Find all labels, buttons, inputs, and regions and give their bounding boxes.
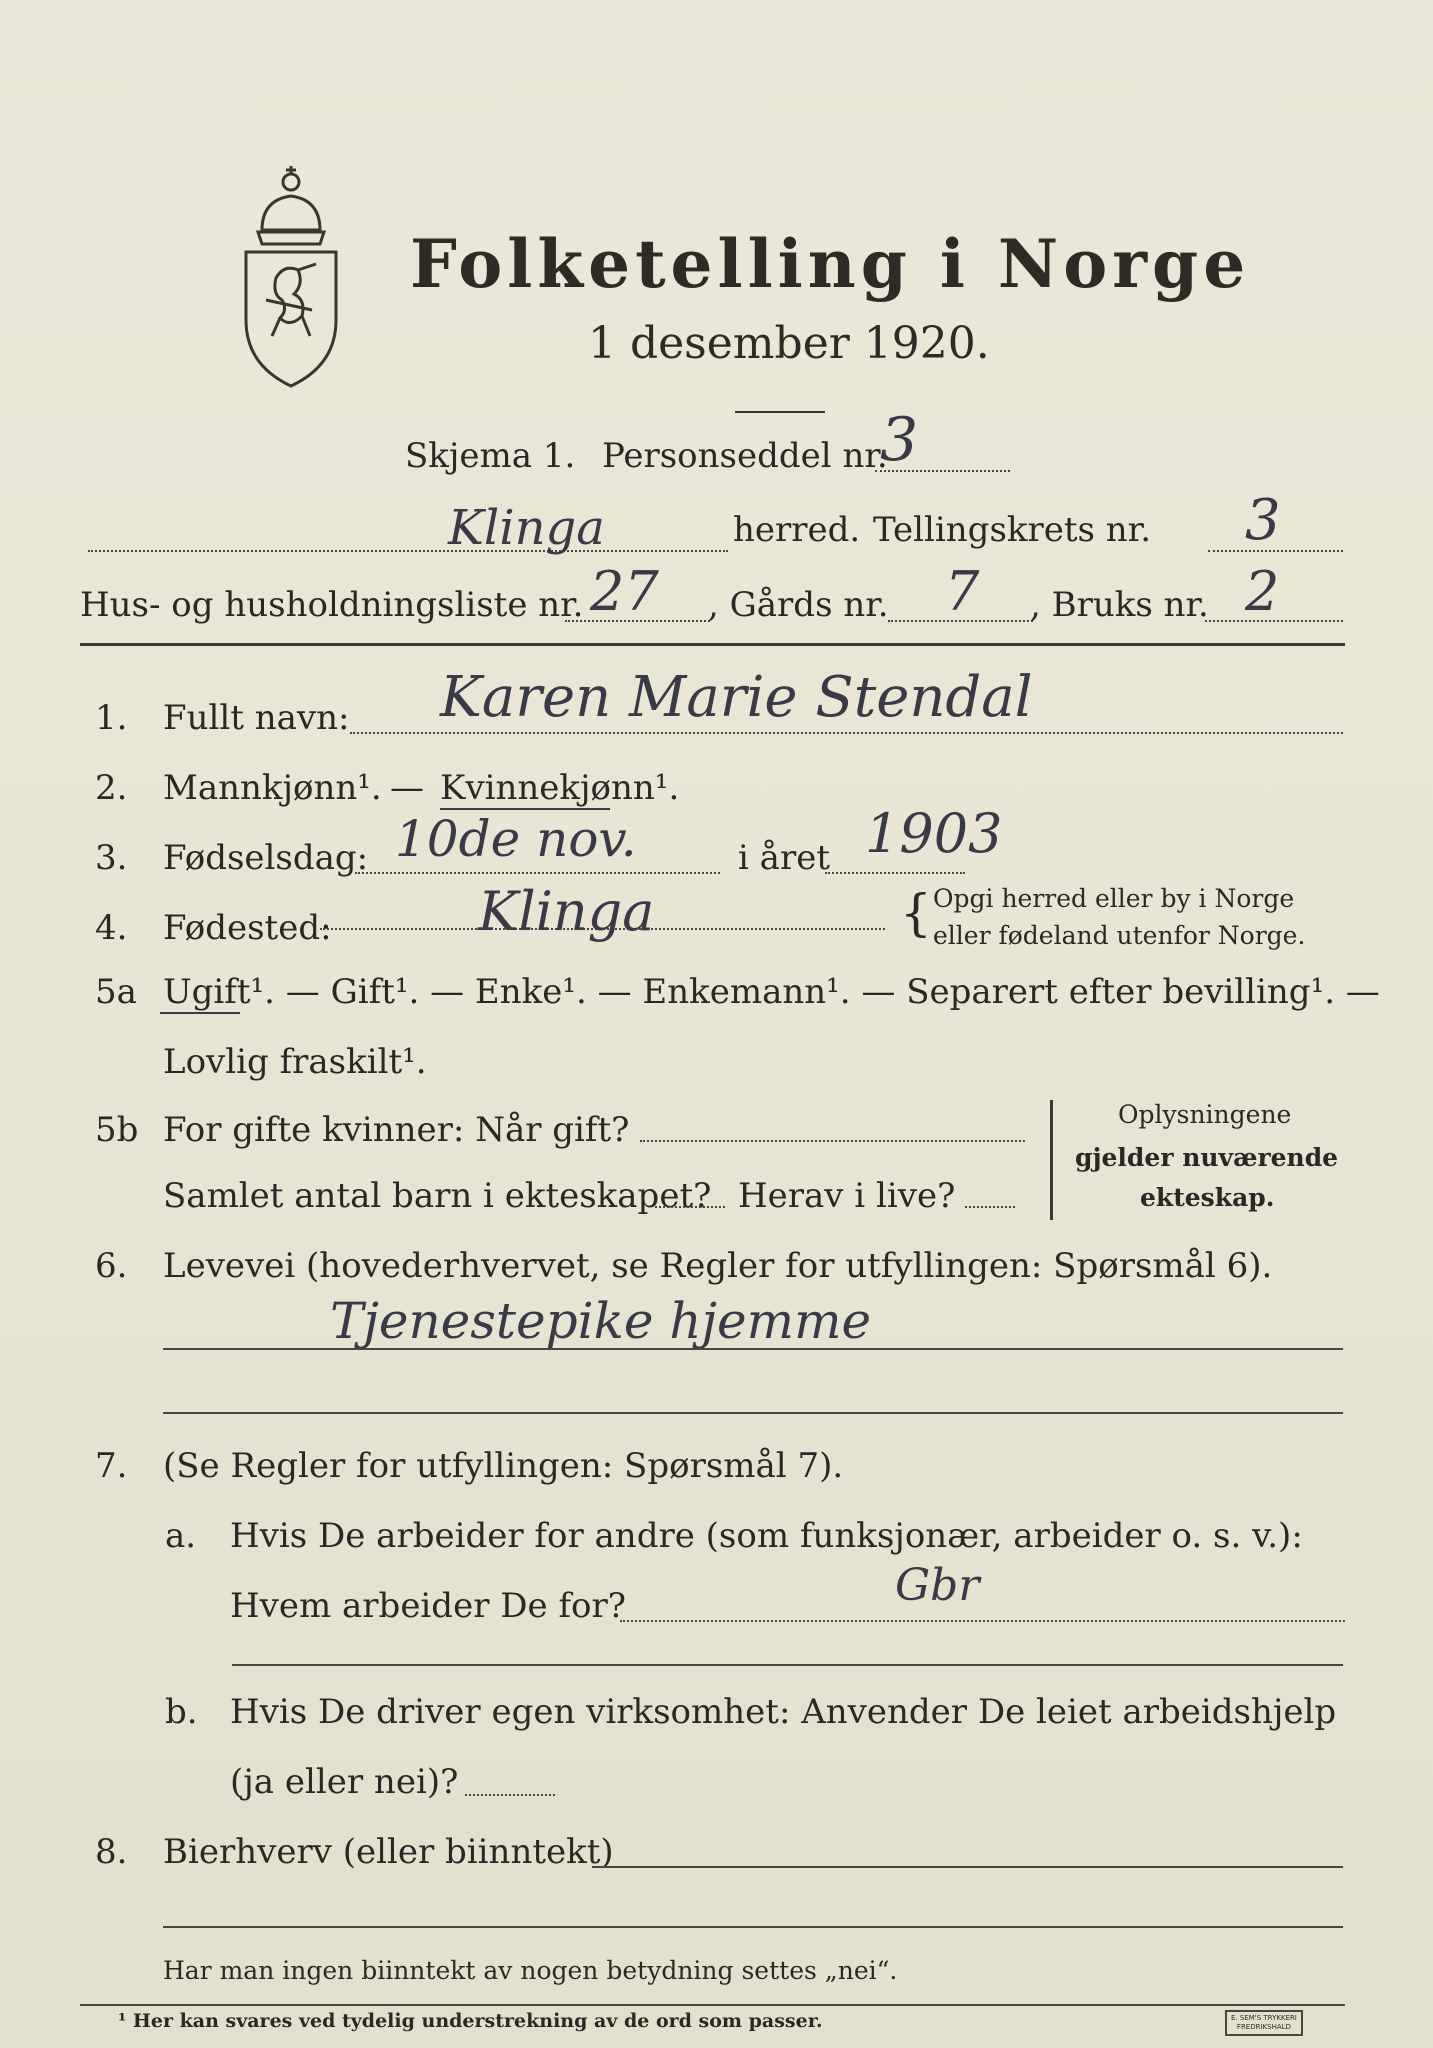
q5b-bracket	[1050, 1100, 1053, 1220]
herred-label: herred.	[733, 510, 861, 550]
married-when-line	[640, 1140, 1025, 1142]
herred-value[interactable]: Klinga	[448, 500, 605, 556]
bruks-value[interactable]: 2	[1245, 560, 1280, 623]
q2-number: 2.	[95, 768, 128, 808]
personseddel-label: Personseddel nr.	[602, 436, 888, 476]
schema-label: Skjema 1.	[405, 436, 576, 476]
q7-number: 7.	[95, 1446, 128, 1486]
printer-stamp	[1225, 2010, 1303, 2036]
q4-brace: {	[900, 884, 932, 942]
q5a-options-line2[interactable]: Lovlig fraskilt¹.	[163, 1042, 427, 1082]
birth-year-value[interactable]: 1903	[865, 802, 1003, 865]
q7b-label: Hvis De driver egen virksomhet: Anvender De leiet arbeidshjelp	[230, 1692, 1337, 1732]
q6-line2	[163, 1412, 1343, 1414]
q5b-line1: For gifte kvinner: Når gift?	[163, 1110, 630, 1150]
tellingskrets-label: Tellingskrets nr.	[873, 510, 1152, 550]
husliste-value[interactable]: 27	[590, 560, 659, 623]
birthday-value[interactable]: 10de nov.	[395, 810, 637, 868]
footer-note: Har man ingen biinntekt av nogen betydning settes „nei“.	[163, 1956, 898, 1985]
q7a-label: Hvis De arbeider for andre (som funksjonær, arbeider o. s. v.):	[230, 1516, 1303, 1556]
gards-value[interactable]: 7	[945, 560, 980, 623]
q8-line1	[592, 1866, 1343, 1868]
q5b-children-label: Samlet antal barn i ekteskapet?	[163, 1176, 712, 1216]
employer-value[interactable]: Gbr	[895, 1560, 980, 1611]
q8-line2	[163, 1926, 1343, 1928]
q3-year-line	[825, 872, 965, 874]
bruks-label: , Bruks nr.	[1030, 585, 1209, 625]
employer-line	[620, 1620, 1345, 1622]
q3-line	[355, 872, 720, 874]
norway-coat-of-arms-icon	[232, 160, 350, 392]
q8-number: 8.	[95, 1832, 128, 1872]
q4-label: Fødested:	[163, 908, 332, 948]
occupation-value[interactable]: Tjenestepike hjemme	[330, 1292, 872, 1350]
q5b-number: 5b	[95, 1110, 139, 1150]
employer-line2	[232, 1664, 1343, 1666]
q6-label: Levevei (hovederhvervet, se Regler for utfyllingen: Spørsmål 6).	[163, 1246, 1273, 1286]
ugift-underline-mark	[160, 1012, 240, 1014]
personseddel-value[interactable]: 3	[880, 405, 919, 475]
q5b-alive-label: Herav i live?	[738, 1176, 956, 1216]
q6-line1	[163, 1348, 1343, 1350]
q3-number: 3.	[95, 838, 128, 878]
children-line	[655, 1206, 725, 1208]
gards-label: , Gårds nr.	[708, 585, 889, 625]
husliste-label: Hus- og husholdningsliste nr.	[80, 585, 584, 625]
footer-divider	[80, 2004, 1345, 2006]
q4-note-line2: eller fødeland utenfor Norge.	[933, 921, 1306, 950]
header-divider	[80, 643, 1345, 646]
q1-label: Fullt navn:	[163, 698, 350, 738]
q5a-options[interactable]: Ugift¹. — Gift¹. — Enke¹. — Enkemann¹. — Separert efter bevilling¹. —	[163, 972, 1380, 1012]
footnote: ¹ Her kan svares ved tydelig understrekning av de ord som passer.	[118, 2010, 823, 2032]
printer-stamp-line1: E. SEM'S TRYKKERI	[1231, 2014, 1297, 2022]
hired-help-line	[465, 1794, 555, 1796]
q7b-number: b.	[165, 1692, 198, 1732]
q7a-number: a.	[165, 1516, 197, 1556]
q5a-number: 5a	[95, 972, 137, 1012]
herred-line	[88, 550, 728, 552]
q1-line	[350, 732, 1343, 734]
full-name-value[interactable]: Karen Marie Stendal	[440, 665, 1033, 730]
printer-stamp-line2: FREDRIKSHALD	[1236, 2023, 1291, 2031]
q7-label: (Se Regler for utfyllingen: Spørsmål 7).	[163, 1446, 844, 1486]
form-title: Folketelling i Norge	[410, 225, 1251, 303]
birthplace-value[interactable]: Klinga	[478, 880, 655, 943]
q7b-question: (ja eller nei)?	[230, 1762, 459, 1802]
q3-year-label: i året	[738, 838, 830, 878]
q2-female-option[interactable]: Kvinnekjønn¹.	[440, 768, 680, 808]
q5b-note-line2: gjelder nuværende	[1075, 1143, 1339, 1172]
alive-line	[965, 1206, 1015, 1208]
q2-dash: —	[390, 768, 424, 808]
q1-number: 1.	[95, 698, 128, 738]
q3-label: Fødselsdag:	[163, 838, 369, 878]
title-divider	[735, 411, 825, 413]
q7a-question: Hvem arbeider De for?	[230, 1586, 626, 1626]
q5b-note-line1: Oplysningene	[1118, 1100, 1292, 1129]
q8-label: Bierhverv (eller biinntekt)	[163, 1832, 614, 1872]
q6-number: 6.	[95, 1246, 128, 1286]
q5b-note-line3: ekteskap.	[1140, 1183, 1275, 1212]
tellingskrets-value[interactable]: 3	[1245, 488, 1281, 553]
form-date: 1 desember 1920.	[588, 318, 990, 369]
q2-male-option[interactable]: Mannkjønn¹.	[163, 768, 382, 808]
q4-number: 4.	[95, 908, 128, 948]
q4-note-line1: Opgi herred eller by i Norge	[933, 884, 1295, 913]
